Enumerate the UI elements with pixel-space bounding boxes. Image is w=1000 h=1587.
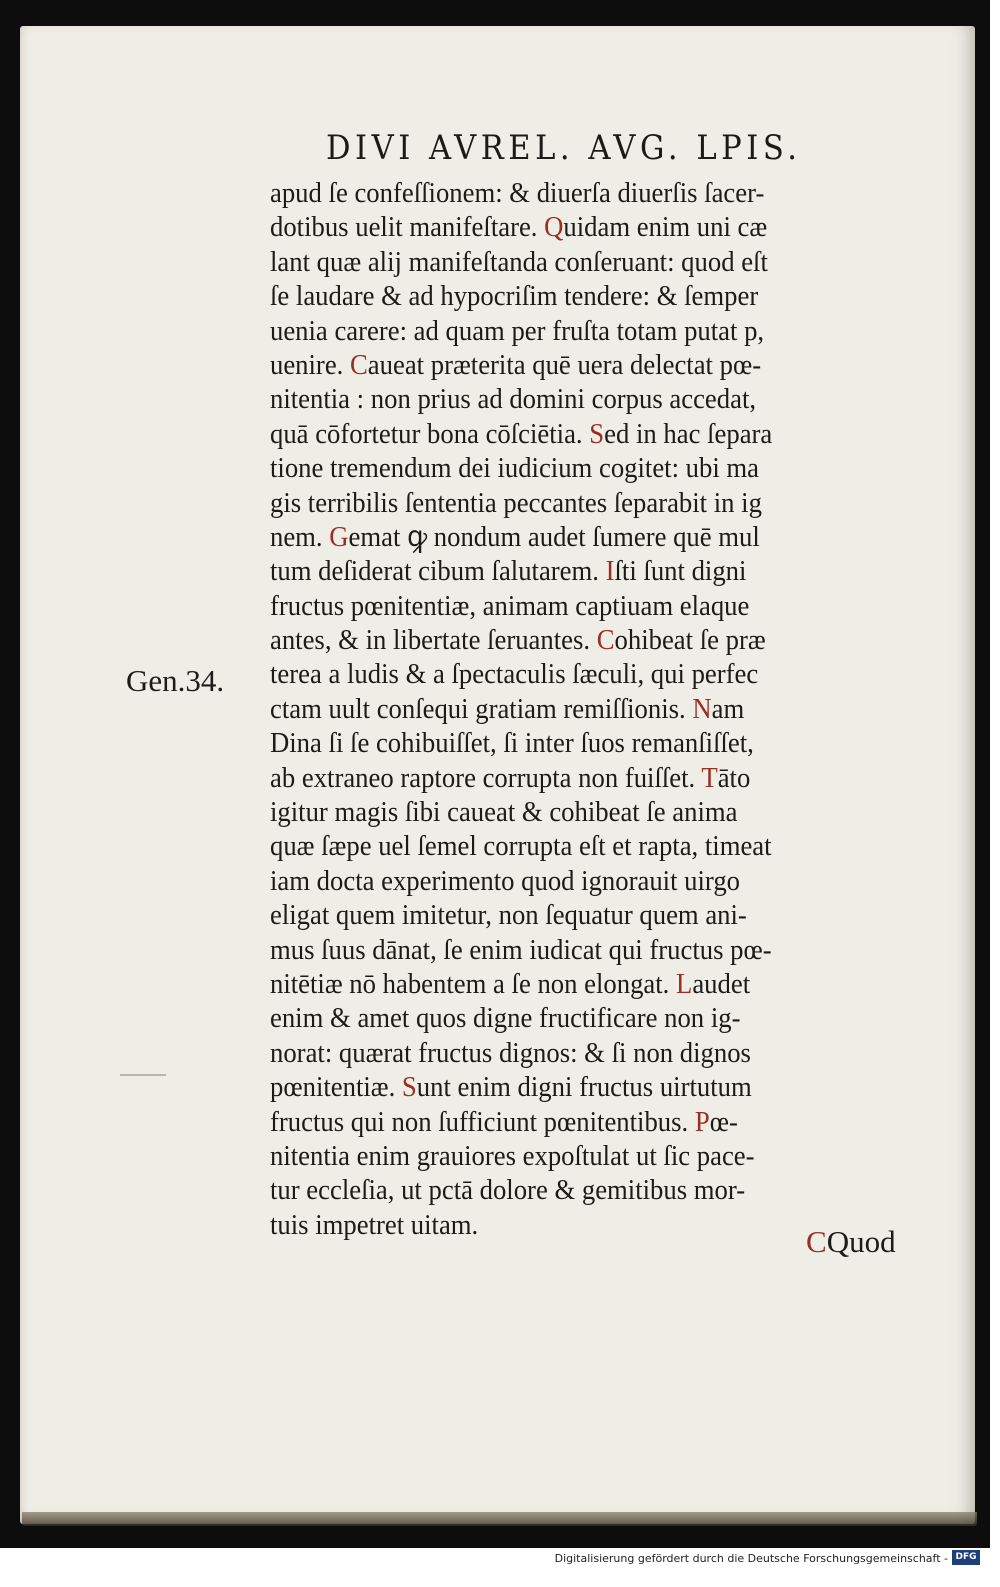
text-line — [270, 692, 877, 726]
rubricated-initial: N — [692, 692, 712, 725]
digitization-credit: Digitalisierung gefördert durch die Deutsche Forschungsgemeinschaft - — [554, 1552, 948, 1565]
text-segment: nitentia : non prius ad domini corpus accedat, — [270, 383, 757, 416]
text-segment: terea a ludis & a ſpectaculis ſæculi, qui perfec — [270, 658, 759, 691]
text-line — [270, 520, 877, 554]
text-line — [270, 1070, 877, 1104]
text-line — [270, 864, 877, 898]
text-segment: uenire. — [270, 348, 351, 381]
text-line — [270, 245, 877, 279]
text-segment: tione tremendum dei iudicium cogitet: ubi ma — [270, 452, 760, 485]
margin-smudge — [120, 1074, 166, 1076]
text-segment: nitentia enim grauiores expoſtulat ut ſic pace- — [270, 1139, 755, 1172]
text-segment: tuis impetret uitam. — [270, 1208, 479, 1241]
text-segment: Dina ſi ſe cohibuiſſet, ſi inter ſuos remanſiſſet, — [270, 727, 754, 760]
text-segment: tum deſiderat cibum ſalutarem. — [270, 555, 606, 588]
text-segment: quæ ſæpe uel ſemel corrupta eſt et rapta, timeat — [270, 830, 772, 863]
text-line — [270, 382, 877, 416]
text-segment: œ- — [709, 1105, 738, 1138]
text-segment: dotibus uelit manifeſtare. — [270, 211, 545, 244]
catchword — [806, 1224, 896, 1260]
text-line — [270, 829, 877, 863]
text-segment: ohibeat ſe præ — [614, 624, 766, 657]
text-line — [270, 417, 877, 451]
text-line — [270, 1001, 877, 1035]
running-head: DIVI AVREL. AVG. LPIS. — [326, 128, 802, 168]
rubricated-initial: S — [401, 1071, 417, 1104]
text-line — [270, 486, 877, 520]
text-line — [270, 761, 877, 795]
rubricated-initial: Q — [544, 211, 564, 244]
text-line — [270, 795, 877, 829]
text-segment: igitur magis ſibi caueat & cohibeat ſe anima — [270, 796, 738, 829]
text-line — [270, 933, 877, 967]
margin-note-genesis-reference: Gen.34. — [126, 663, 225, 698]
text-segment: enim & amet quos digne fructificare non ig- — [270, 1002, 741, 1035]
text-line — [270, 657, 877, 691]
text-segment: quā cōfortetur bona cōſciētia. — [270, 417, 590, 450]
text-line — [270, 554, 877, 588]
text-segment: ed in hac ſepara — [604, 417, 773, 450]
text-line — [270, 1173, 877, 1207]
text-segment: pœnitentiæ. — [270, 1071, 402, 1104]
text-segment: ſti ſunt digni — [614, 555, 747, 588]
text-segment: audet — [692, 967, 751, 1000]
rubricated-initial: T — [701, 761, 718, 794]
rubricated-initial: C — [596, 624, 615, 657]
text-segment: emat ꝙ nondum audet ſumere quē mul — [348, 520, 760, 553]
text-line — [270, 1139, 877, 1173]
text-line — [270, 1036, 877, 1070]
text-segment: āto — [717, 761, 751, 794]
dfg-logo: DFG — [952, 1550, 980, 1565]
text-segment: unt enim digni fructus uirtutum — [416, 1071, 752, 1104]
text-line — [270, 348, 877, 382]
text-segment: ſe laudare & ad hypocriſim tendere: & ſemper — [270, 280, 759, 313]
text-segment: eligat quem imitetur, non ſequatur quem ani- — [270, 899, 747, 932]
text-line — [270, 176, 877, 210]
text-segment: nem. — [270, 520, 330, 553]
text-line — [270, 623, 877, 657]
text-segment: ctam uult conſequi gratiam remiſſionis. — [270, 692, 693, 725]
text-segment: apud ſe confeſſionem: & diuerſa diuerſis ſacer- — [270, 177, 765, 209]
text-segment: antes, & in libertate ſeruantes. — [270, 624, 597, 657]
text-line — [270, 1208, 877, 1242]
body-text — [270, 176, 930, 1242]
text-line — [270, 726, 877, 760]
text-line — [270, 967, 877, 1001]
text-segment: aueat præterita quē uera delectat pœ- — [367, 348, 762, 381]
text-segment: norat: quærat fructus dignos: & ſi non dignos — [270, 1036, 751, 1069]
page-bottom-edge — [22, 1512, 977, 1526]
text-line — [270, 314, 877, 348]
text-segment: uenia carere: ad quam per fruſta totam putat p, — [270, 314, 765, 347]
rubricated-initial: G — [329, 520, 349, 553]
text-segment: fructus pœnitentiæ, animam captiuam elaque — [270, 589, 750, 622]
text-segment: tur eccleſia, ut pctā dolore & gemitibus mor- — [270, 1174, 746, 1207]
text-line — [270, 589, 877, 623]
catchword-text: Quod — [826, 1224, 896, 1259]
text-line — [270, 1105, 877, 1139]
rubricated-initial: C — [350, 348, 368, 381]
text-segment: iam docta experimento quod ignorauit uirgo — [270, 864, 741, 897]
text-segment: am — [711, 692, 745, 725]
text-line — [270, 898, 877, 932]
text-segment: lant quæ alij manifeſtanda conſeruant: quod eſt — [270, 245, 768, 278]
rubricated-initial: I — [605, 555, 615, 588]
text-segment: gis terribilis ſententia peccantes ſeparabit in ig — [270, 486, 762, 519]
text-segment: ab extraneo raptore corrupta non fuiſſet. — [270, 761, 702, 794]
text-segment: nitētiæ nō habentem a ſe non elongat. — [270, 967, 677, 1000]
catchword-paragraph-mark: C — [806, 1224, 827, 1259]
rubricated-initial: S — [589, 417, 605, 450]
text-segment: mus ſuus dānat, ſe enim iudicat qui fructus pœ- — [270, 933, 772, 966]
rubricated-initial: P — [694, 1105, 710, 1138]
text-line — [270, 279, 877, 313]
text-line — [270, 451, 877, 485]
rubricated-initial: L — [676, 967, 693, 1000]
text-segment: fructus qui non ſufficiunt pœnitentibus. — [270, 1105, 695, 1138]
text-segment: uidam enim uni cæ — [563, 211, 768, 244]
text-line — [270, 210, 877, 244]
